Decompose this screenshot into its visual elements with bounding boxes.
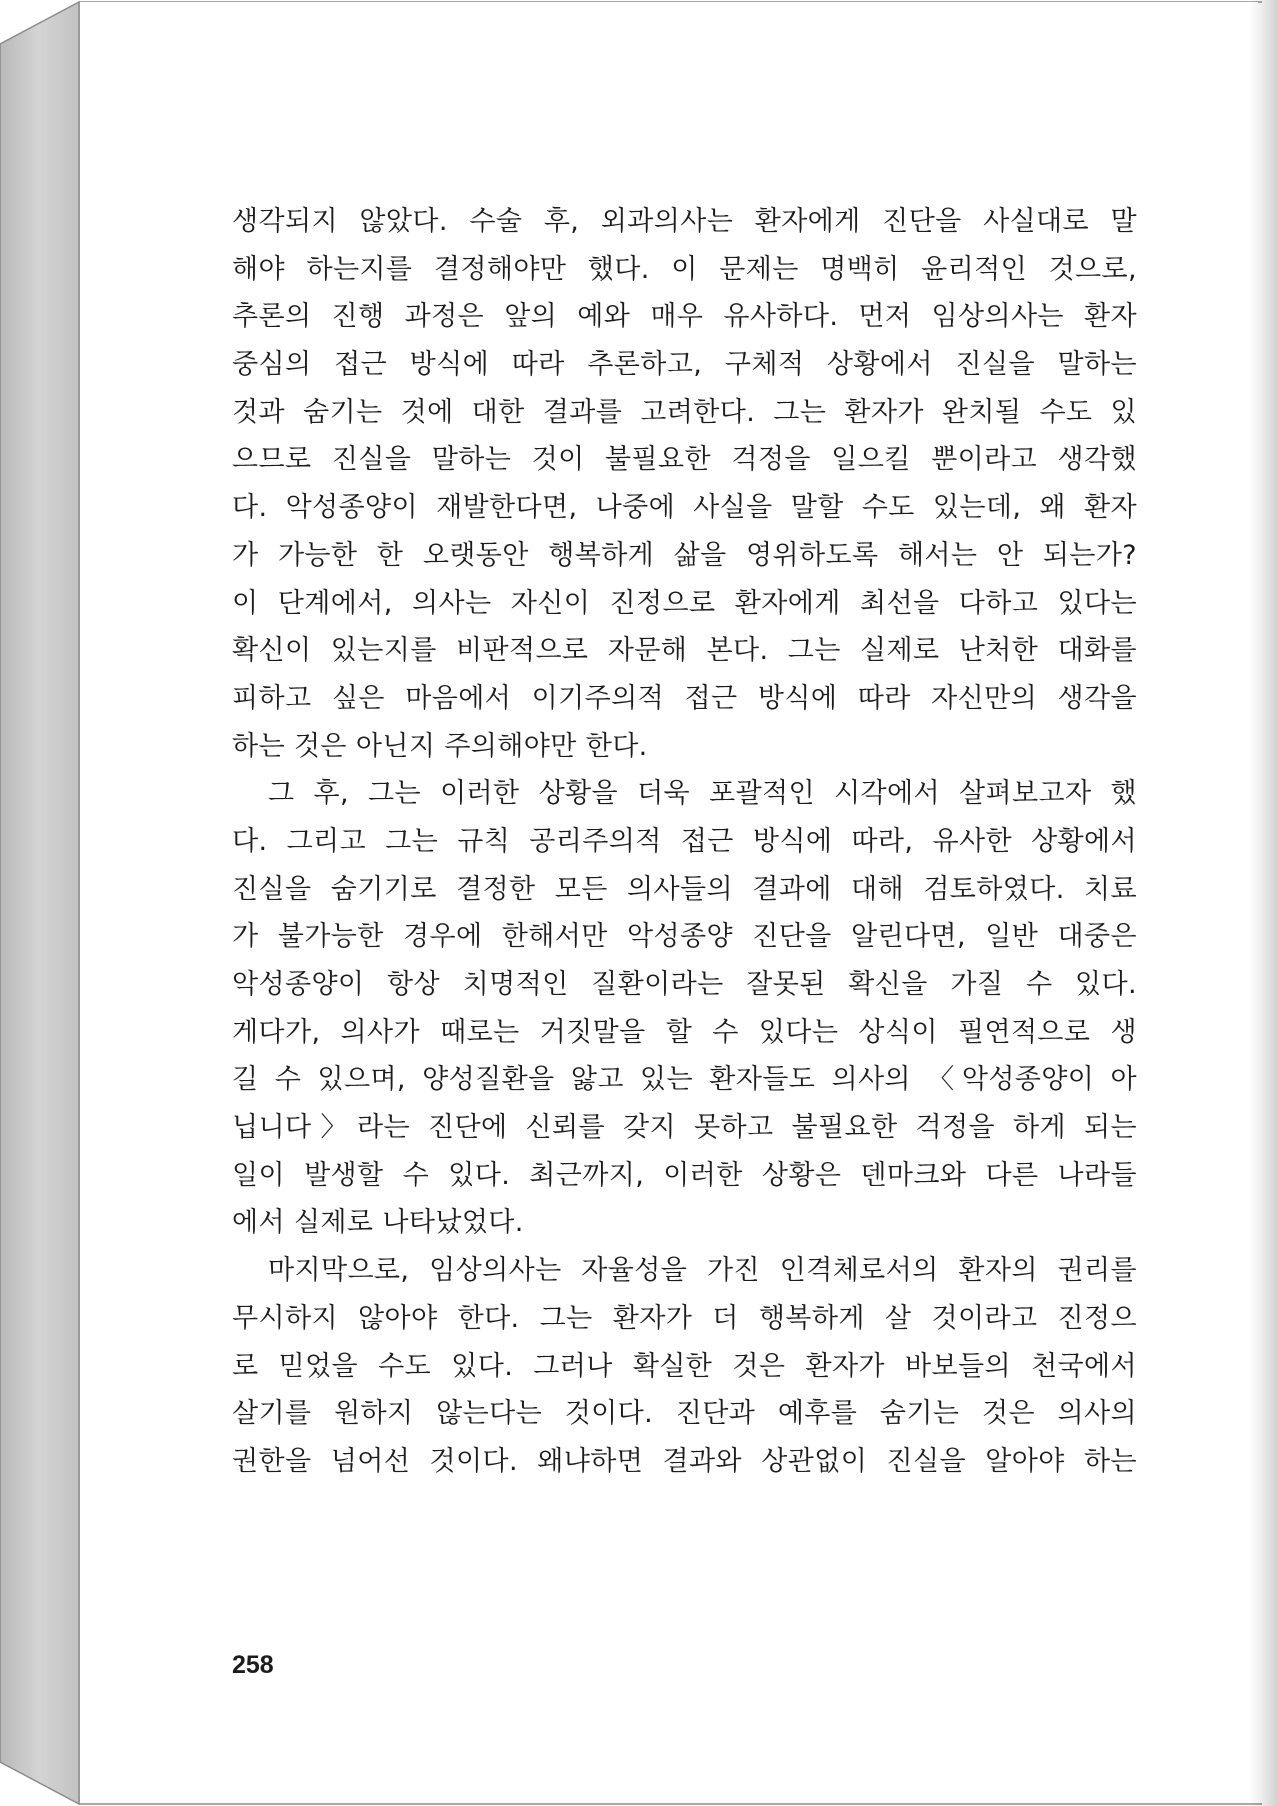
- text-line: 길 수 있으며, 양성질환을 앓고 있는 환자들도 의사의 〈악성종양이 아: [232, 1064, 1137, 1096]
- text-line: 게다가, 의사가 때로는 거짓말을 할 수 있다는 상식이 필연적으로 생: [232, 1016, 1137, 1048]
- text-line: 생각되지 않았다. 수술 후, 외과의사는 환자에게 진단을 사실대로 말: [232, 206, 1137, 237]
- text-line: 중심의 접근 방식에 따라 추론하고, 구체적 상황에서 진실을 말하는: [232, 349, 1137, 381]
- text-line: 마지막으로, 임상의사는 자율성을 가진 인격체로서의 환자의 권리를: [268, 1255, 1137, 1287]
- text-line: 살기를 원하지 않는다는 것이다. 진단과 예후를 숨기는 것은 의사의: [232, 1398, 1137, 1430]
- text-line: 피하고 싶은 마음에서 이기주의적 접근 방식에 따라 자신만의 생각을: [232, 682, 1137, 714]
- text-line: 닙니다〉라는 진단에 신뢰를 갖지 못하고 불필요한 걱정을 하게 되는: [232, 1112, 1137, 1144]
- text-line: 다. 그리고 그는 규칙 공리주의적 접근 방식에 따라, 유사한 상황에서: [232, 825, 1137, 857]
- text-line: 진실을 숨기기로 결정한 모든 의사들의 결과에 대해 검토하였다. 치료: [232, 873, 1137, 905]
- text-line: 이 단계에서, 의사는 자신이 진정으로 환자에게 최선을 다하고 있다는: [232, 587, 1137, 619]
- text-line: 가 가능한 한 오랫동안 행복하게 삶을 영위하도록 해서는 안 되는가?: [232, 539, 1137, 571]
- text-line: 권한을 넘어선 것이다. 왜냐하면 결과와 상관없이 진실을 알아야 하는: [232, 1445, 1137, 1477]
- text-line: 에서 실제로 나타났었다.: [232, 1207, 524, 1239]
- text-line: 확신이 있는지를 비판적으로 자문해 본다. 그는 실제로 난처한 대화를: [232, 635, 1137, 667]
- text-line: 다. 악성종양이 재발한다면, 나중에 사실을 말할 수도 있는데, 왜 환자: [232, 492, 1137, 524]
- body-text: [232, 198, 1137, 1486]
- text-line: 추론의 진행 과정은 앞의 예와 매우 유사하다. 먼저 임상의사는 환자: [232, 301, 1137, 333]
- text-line: 으므로 진실을 말하는 것이 불필요한 걱정을 일으킬 뿐이라고 생각했: [232, 444, 1137, 476]
- text-line: 가 불가능한 경우에 한해서만 악성종양 진단을 알린다면, 일반 대중은: [232, 921, 1137, 953]
- page-number: 258: [232, 1651, 274, 1679]
- text-line: 일이 발생할 수 있다. 최근까지, 이러한 상황은 덴마크와 다른 나라들: [232, 1159, 1137, 1191]
- text-line: 무시하지 않아야 한다. 그는 환자가 더 행복하게 살 것이라고 진정으: [232, 1302, 1137, 1334]
- page-edge-shadow: [1249, 0, 1277, 1806]
- text-line: 악성종양이 항상 치명적인 질환이라는 잘못된 확신을 가질 수 있다.: [232, 969, 1137, 1000]
- text-line: 그 후, 그는 이러한 상황을 더욱 포괄적인 시각에서 살펴보고자 했: [268, 778, 1137, 810]
- text-line: 하는 것은 아닌지 주의해야만 한다.: [232, 730, 648, 762]
- text-line: 해야 하는지를 결정해야만 했다. 이 문제는 명백히 윤리적인 것으로,: [232, 253, 1137, 285]
- text-line: 것과 숨기는 것에 대한 결과를 고려한다. 그는 환자가 완치될 수도 있: [232, 396, 1137, 428]
- text-line: 로 믿었을 수도 있다. 그러나 확실한 것은 환자가 바보들의 천국에서: [232, 1350, 1137, 1382]
